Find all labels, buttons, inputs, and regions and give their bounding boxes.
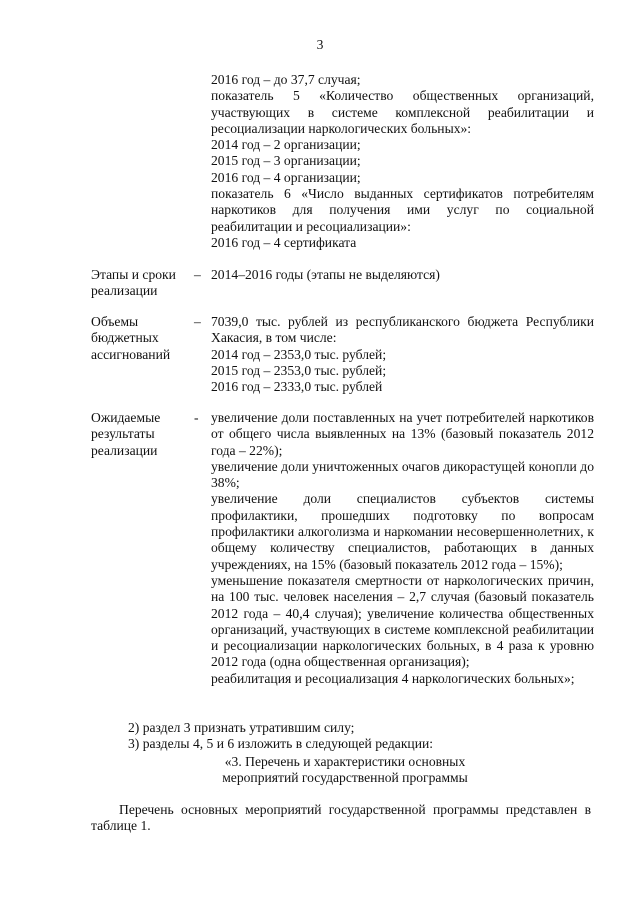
cont-line: 2016 год – 4 сертификата: [211, 234, 357, 250]
list-item: 2) раздел 3 признать утратившим силу;: [128, 720, 355, 735]
row-label: Ожидаемые результаты реализации: [91, 410, 161, 458]
cont-line: 2015 год – 3 организации;: [211, 153, 361, 169]
row-stages: [0, 267, 640, 307]
row-label: Объемы бюджетных ассигнований: [91, 314, 171, 362]
row-line: увеличение доли специалистов субъектов системы профилактики, прошедших подготовку по вопросам профилактики алкоголизма и наркомании несовершеннолетних, к общему количеству специалистов, работающих в данных учреждениях, на 15% (базовый показатель 2012 года – 15%);: [211, 491, 594, 572]
cont-line: 2014 год – 2 организации;: [211, 137, 361, 153]
list-items: [128, 720, 598, 753]
section-heading: «3. Перечень и характеристики основных мероприятий государственной программы: [222, 754, 468, 786]
cont-line: 2016 год – 4 организации;: [211, 169, 361, 185]
row-value: [211, 267, 594, 283]
final-paragraph-text: Перечень основных мероприятий государственной программы представлен в таблице 1.: [91, 802, 591, 834]
row-line: 2016 год – 2333,0 тыс. рублей: [211, 379, 383, 395]
row-line: 7039,0 тыс. рублей из республиканского бюджета Республики Хакасия, в том числе:: [211, 314, 594, 346]
row-label: Этапы и сроки реализации: [91, 267, 176, 299]
final-paragraph: [91, 802, 591, 835]
list-item: 3) разделы 4, 5 и 6 изложить в следующей редакции:: [128, 736, 434, 752]
cont-line: 2016 год – до 37,7 случая;: [211, 72, 361, 87]
row-budget: [0, 314, 640, 404]
row-line: уменьшение показателя смертности от наркологических причин, на 100 тыс. человек населения – 2,7 случая (базовый показатель 2012 года – 40,4 случая); увеличение количества общественных организаций, участвующих в системе комплексной реабилитации и ресоциализации наркологических больных, в 4 раза к уровню 2012 года (одна общественная организация);: [211, 572, 594, 670]
row-line: 2014 год – 2353,0 тыс. рублей;: [211, 346, 387, 362]
page-number: 3: [316, 37, 324, 52]
row-line: реабилитация и ресоциализация 4 наркологических больных»;: [211, 670, 575, 686]
row-line: увеличение доли уничтоженных очагов дикорастущей конопли до 38%;: [211, 458, 594, 491]
row-dash: -: [194, 410, 199, 425]
row-dash: –: [194, 314, 201, 329]
row-line: 2014–2016 годы (этапы не выделяются): [211, 267, 440, 282]
row-value: [211, 410, 594, 687]
continuation-text: [211, 72, 594, 251]
row-line: 2015 год – 2353,0 тыс. рублей;: [211, 362, 387, 378]
row-line: увеличение доли поставленных на учет потребителей наркотиков от общего числа выявленных на 13% (базовый показатель 2012 года – 22%);: [211, 410, 594, 458]
row-dash: –: [194, 267, 201, 282]
row-results: [0, 410, 640, 710]
row-value: [211, 314, 594, 395]
cont-line: показатель 6 «Число выданных сертификатов потребителям наркотиков для получения ими услуг по социальной реабилитации и ресоциализации»:: [211, 186, 594, 234]
cont-line: показатель 5 «Количество общественных организаций, участвующих в системе комплексной реабилитации и ресоциализации наркологических больных»:: [211, 88, 594, 136]
